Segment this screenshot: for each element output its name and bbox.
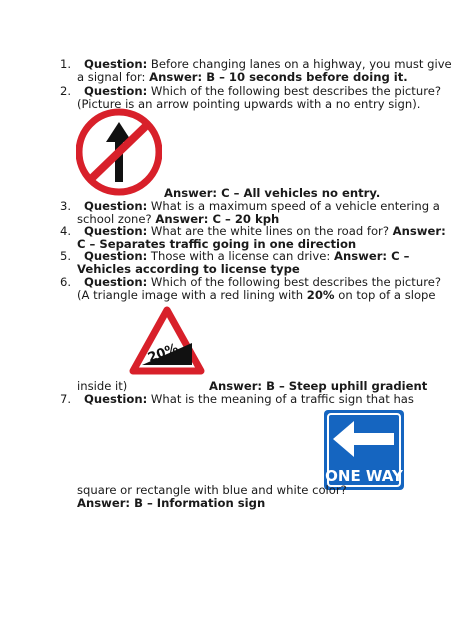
q5-label: Question: [84,249,148,263]
q5-answer: Vehicles according to license type [77,262,300,276]
q3-label: Question: [84,199,148,213]
one-way-sign-icon [320,406,408,494]
q6-answer: Answer: B – Steep uphill gradient [209,379,428,393]
one-way-sign-text: ONE WAY [325,467,403,485]
q7-label: Question: [84,392,148,406]
gradient-sign-text: 20% [145,341,181,366]
q3-answer: Answer: C – 20 kph [155,212,280,226]
q3-text: What is a maximum speed of a vehicle entering a [147,199,440,213]
q6-number: 6. [60,275,72,289]
q4-answer-label: Answer: [392,224,446,238]
q6-text3: inside it) [77,379,128,393]
q4-number: 4. [60,224,72,238]
q2-answer: Answer: C – All vehicles no entry. [164,186,381,200]
q1-text: Before changing lanes on a highway, you must give [147,57,452,71]
q1-number: 1. [60,57,72,71]
no-entry-arrow-sign-icon [76,108,162,196]
q2-label: Question: [84,84,148,98]
q6-percent: 20% [306,288,335,302]
q6-text: Which of the following best describes the picture? [147,275,441,289]
q7-answer: Answer: B – Information sign [77,496,266,510]
q6-text2a: (A triangle image with a red lining with [77,288,307,302]
q4-text: What are the white lines on the road for? [147,224,393,238]
q1-label: Question: [84,57,148,71]
q1-answer: Answer: B – 10 seconds before doing it. [149,70,408,84]
q7-text: What is the meaning of a traffic sign that has [147,392,414,406]
q5-text: Those with a license can drive: [147,249,334,263]
q5-answer-label: Answer: C – [334,249,410,263]
q5-number: 5. [60,249,72,263]
q3-number: 3. [60,199,72,213]
q1-line2 [77,71,408,84]
q7-question [84,393,414,406]
q2-text: Which of the following best describes the picture? [147,84,441,98]
q6-line2 [77,289,436,302]
q6-text2c: on top of a slope [334,288,436,302]
steep-gradient-sign-icon [128,305,206,375]
q2-number: 2. [60,84,72,98]
q3-text2: school zone? [77,212,156,226]
q4-answer: C – Separates traffic going in one direction [77,237,357,251]
q7-number: 7. [60,392,72,406]
q1-text2: a signal for: [77,70,150,84]
q6-label: Question: [84,275,148,289]
q7-text2: square or rectangle with blue and white color? [77,483,347,497]
q4-label: Question: [84,224,148,238]
q2-text2: (Picture is an arrow pointing upwards with a no entry sign). [77,97,421,111]
